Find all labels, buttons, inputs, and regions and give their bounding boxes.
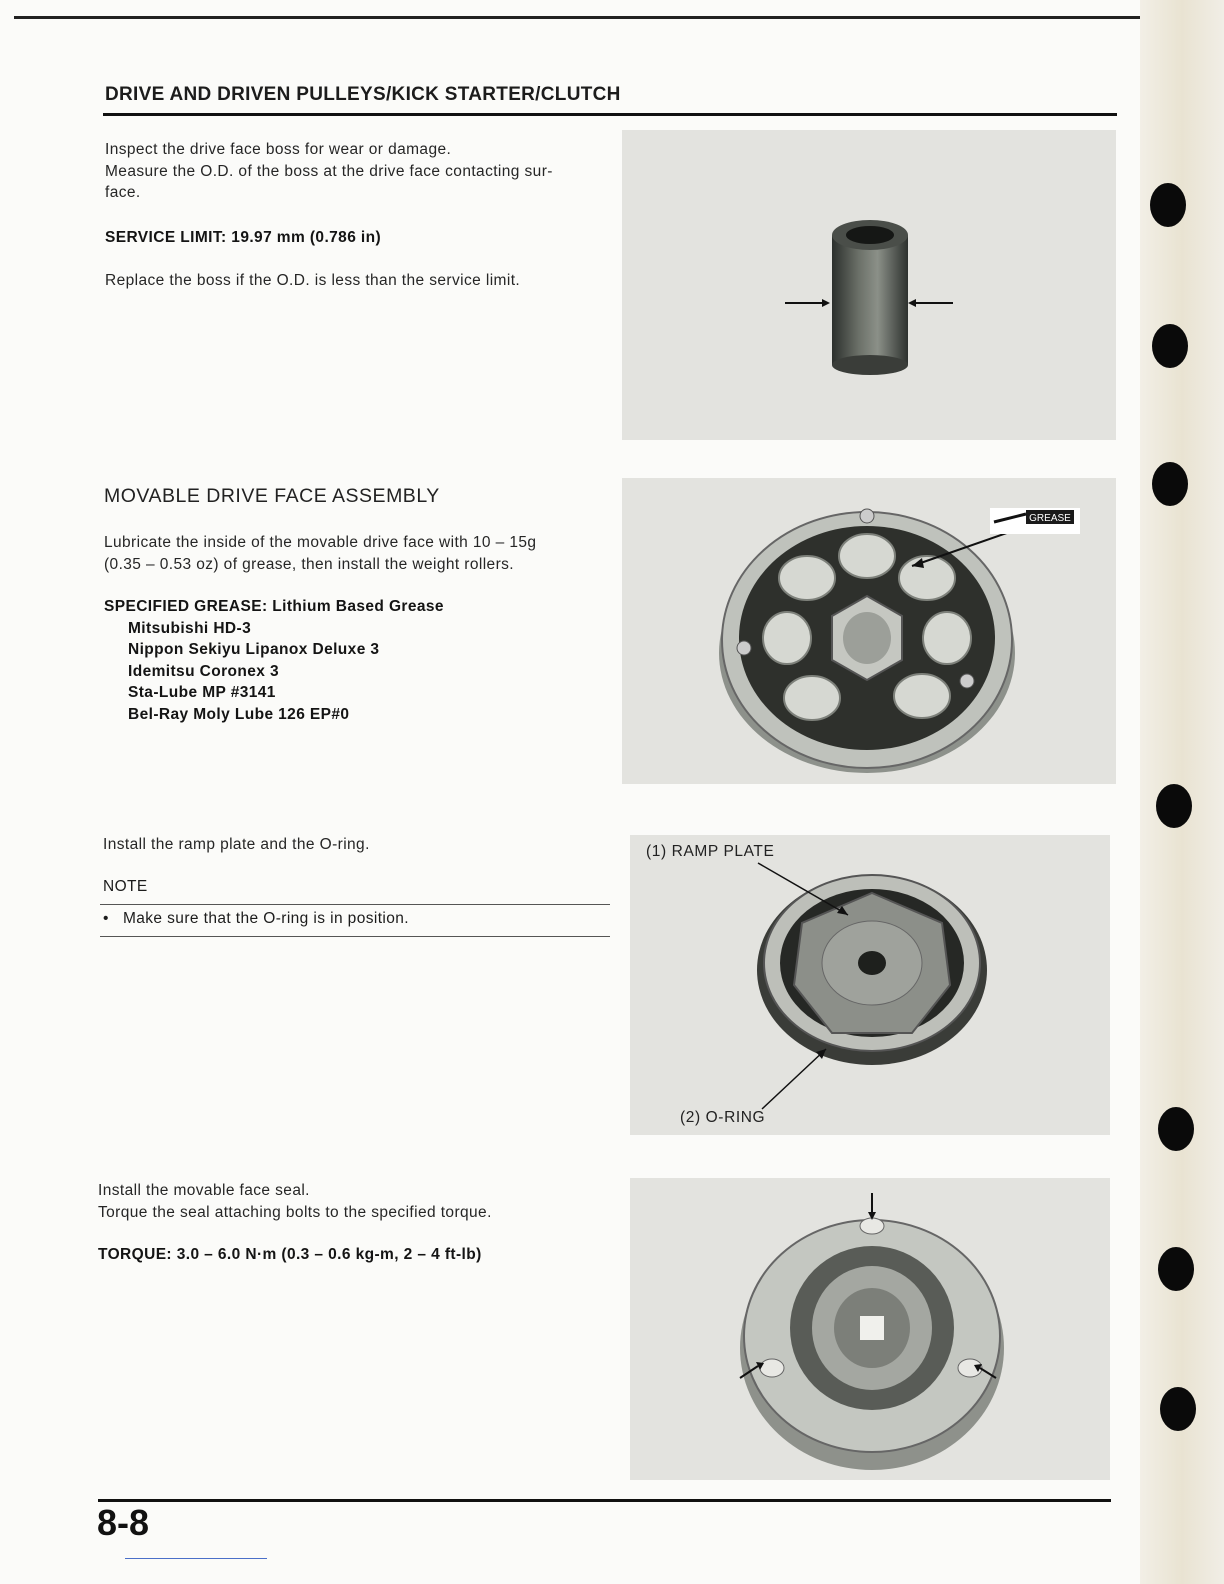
torque-label: TORQUE: [98, 1246, 172, 1263]
top-rule [14, 16, 1198, 19]
instruction-line: Torque the seal attaching bolts to the specified torque. [98, 1203, 492, 1221]
link-underline [125, 1558, 267, 1559]
drive-face-photo [622, 478, 1116, 784]
note-item-text: Make sure that the O-ring is in position. [122, 910, 410, 927]
note-bullet: • [103, 910, 109, 927]
footer-rule [98, 1499, 1111, 1502]
specified-grease [104, 596, 444, 725]
note-label: NOTE [103, 878, 148, 895]
specified-grease-value: Lithium Based Grease [272, 598, 444, 615]
section-title-movable-drive-face: MOVABLE DRIVE FACE ASSEMBLY [104, 485, 440, 507]
instruction-line: face. [105, 184, 141, 201]
instruction-line: Measure the O.D. of the boss at the drive face contacting sur- [105, 162, 553, 180]
boss-illustration [622, 130, 1116, 440]
instruction-line: Install the movable face seal. [98, 1182, 310, 1199]
face-seal-text [98, 1180, 618, 1223]
callout-ramp-plate: (1) RAMP PLATE [646, 843, 775, 860]
torque-value: 3.0 – 6.0 N·m (0.3 – 0.6 kg-m, 2 – 4 ft-lb) [176, 1246, 482, 1263]
service-limit-label: SERVICE LIMIT: [105, 229, 227, 246]
note-item [103, 910, 409, 928]
boss-inspection-text [105, 139, 625, 204]
instruction-line: (0.35 – 0.53 oz) of grease, then install the weight rollers. [104, 555, 514, 573]
drive-face-illustration [622, 478, 1116, 784]
specified-grease-label: SPECIFIED GREASE: [104, 598, 268, 615]
grease-list-item: Mitsubishi HD-3 [128, 619, 252, 637]
lubrication-text [104, 532, 624, 575]
grease-list-item: Idemitsu Coronex 3 [128, 662, 280, 680]
instruction-line: Inspect the drive face boss for wear or damage. [105, 141, 452, 158]
ramp-plate-photo [630, 835, 1110, 1135]
service-limit-value: 19.97 mm (0.786 in) [231, 229, 382, 246]
replace-instruction: Replace the boss if the O.D. is less than the service limit. [105, 272, 521, 289]
service-limit [105, 227, 381, 249]
binding-hole [1158, 1107, 1194, 1151]
page-header: DRIVE AND DRIVEN PULLEYS/KICK STARTER/CLUTCH [105, 84, 621, 105]
boss-photo [622, 130, 1116, 440]
header-rule [103, 113, 1117, 116]
callout-o-ring: (2) O-RING [680, 1109, 766, 1126]
face-seal-illustration [630, 1178, 1110, 1480]
note-rule-bottom [100, 936, 610, 937]
instruction-line: Lubricate the inside of the movable drive face with 10 – 15g [104, 534, 537, 551]
binding-hole [1152, 324, 1188, 368]
binding-hole [1150, 183, 1186, 227]
binding-hole [1156, 784, 1192, 828]
ramp-plate-instruction: Install the ramp plate and the O-ring. [103, 836, 370, 853]
torque-spec [98, 1244, 482, 1266]
grease-tag-label: GREASE [1029, 513, 1071, 524]
binding-hole [1160, 1387, 1196, 1431]
grease-list-item: Nippon Sekiyu Lipanox Deluxe 3 [128, 641, 380, 658]
grease-list-item: Bel-Ray Moly Lube 126 EP#0 [128, 705, 350, 723]
grease-list-item: Sta-Lube MP #3141 [128, 684, 276, 701]
grease-list [128, 618, 444, 726]
binding-hole [1152, 462, 1188, 506]
face-seal-photo [630, 1178, 1110, 1480]
ramp-plate-illustration [630, 835, 1110, 1135]
note-rule-top [100, 904, 610, 905]
binding-hole [1158, 1247, 1194, 1291]
page-number: 8-8 [97, 1502, 150, 1543]
